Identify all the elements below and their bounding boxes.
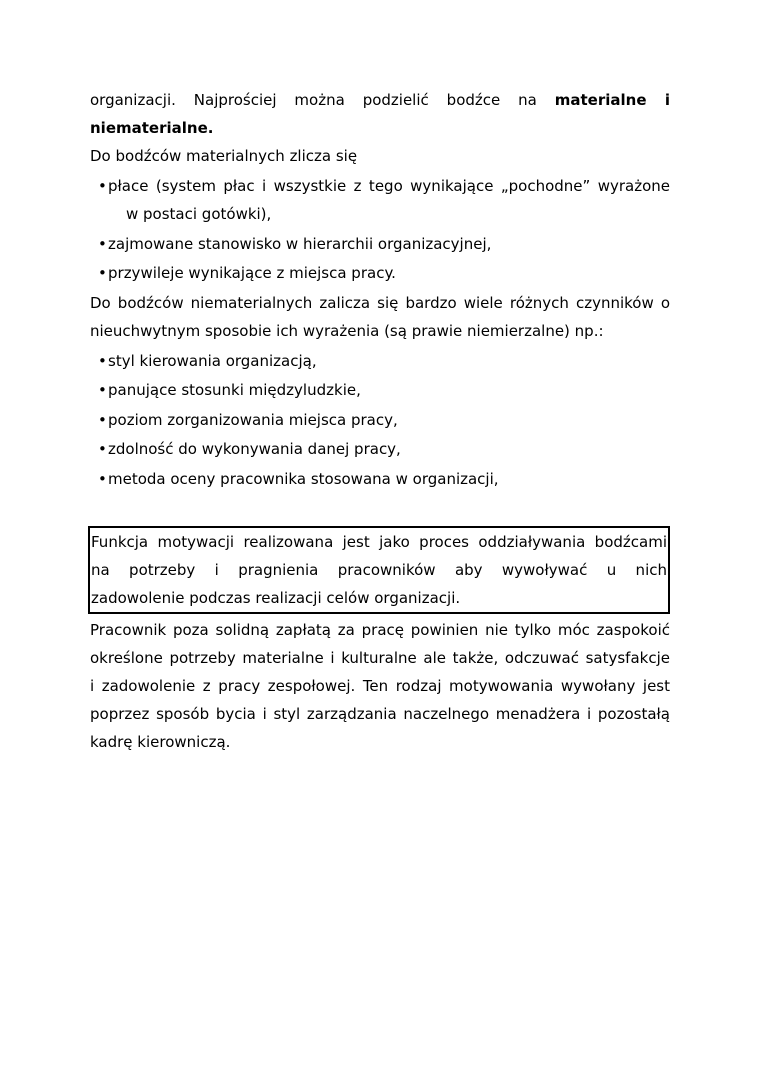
bullet-icon: • xyxy=(98,234,107,253)
boxed-line-1: Funkcja motywacji realizowana jest jako proces oddziaływania bodźcami xyxy=(91,532,667,551)
list-item xyxy=(90,376,670,404)
list-item xyxy=(90,172,670,228)
paragraph-1-bold-text: materialne i xyxy=(554,91,670,109)
nonmaterial-intro-line-1: Do bodźców niematerialnych zalicza się bardzo wiele różnych czynników o xyxy=(90,293,670,312)
list-item-text: metoda oceny pracownika stosowana w organizacji, xyxy=(108,469,499,488)
list-item xyxy=(90,406,670,434)
material-intro: Do bodźców materialnych zlicza się xyxy=(90,147,358,165)
bullet-icon: • xyxy=(98,440,107,458)
bullet-icon: • xyxy=(98,469,107,488)
boxed-line-2: na potrzeby i pragnienia pracowników aby wywoływać u nich xyxy=(91,560,667,579)
list-item-text-line-1: płace (system płac i wszystkie z tego wynikające „pochodne” wyrażone xyxy=(108,177,670,195)
highlighted-definition-box xyxy=(88,526,670,614)
document-page xyxy=(90,86,670,756)
final-line-3: i zadowolenie z pracy zespołowej. Ten rodzaj motywowania wywołany jest xyxy=(90,676,670,695)
material-list xyxy=(90,172,670,287)
list-item-text: zajmowane stanowisko w hierarchii organizacyjnej, xyxy=(108,234,492,253)
list-item-text-line-2: w postaci gotówki), xyxy=(126,205,272,223)
bullet-icon: • xyxy=(98,264,107,282)
final-paragraph xyxy=(90,616,670,756)
final-line-5: kadrę kierowniczą. xyxy=(90,732,231,751)
list-item-text: styl kierowania organizacją, xyxy=(108,351,317,370)
bullet-icon: • xyxy=(98,177,107,195)
list-item-text: poziom zorganizowania miejsca pracy, xyxy=(108,410,398,429)
list-item xyxy=(90,465,670,493)
bullet-icon: • xyxy=(98,351,107,370)
boxed-line-3: zadowolenie podczas realizacji celów organizacji. xyxy=(91,588,461,607)
bullet-icon: • xyxy=(98,381,107,399)
nonmaterial-intro-line-2: nieuchwytnym sposobie ich wyrażenia (są prawie niemierzalne) np.: xyxy=(90,321,604,340)
bullet-icon: • xyxy=(98,410,107,429)
list-item-text: panujące stosunki międzyludzkie, xyxy=(108,381,361,399)
list-item xyxy=(90,259,670,287)
final-line-1: Pracownik poza solidną zapłatą za pracę powinien nie tylko móc zaspokoić xyxy=(90,620,670,639)
paragraph-1-line-2: niematerialne. xyxy=(90,119,214,137)
final-line-4: poprzez sposób bycia i styl zarządzania naczelnego menadżera i pozostałą xyxy=(90,704,670,723)
list-item-text: przywileje wynikające z miejsca pracy. xyxy=(108,264,396,282)
nonmaterial-list xyxy=(90,347,670,493)
paragraph-1-line-1 xyxy=(90,86,670,114)
list-item xyxy=(90,435,670,463)
paragraph-1-text: organizacji. Najprościej można podzielić bodźce na xyxy=(90,91,555,109)
list-item-text: zdolność do wykonywania danej pracy, xyxy=(108,440,401,458)
list-item xyxy=(90,347,670,375)
final-line-2: określone potrzeby materialne i kulturalne ale także, odczuwać satysfakcje xyxy=(90,648,670,667)
list-item xyxy=(90,230,670,258)
